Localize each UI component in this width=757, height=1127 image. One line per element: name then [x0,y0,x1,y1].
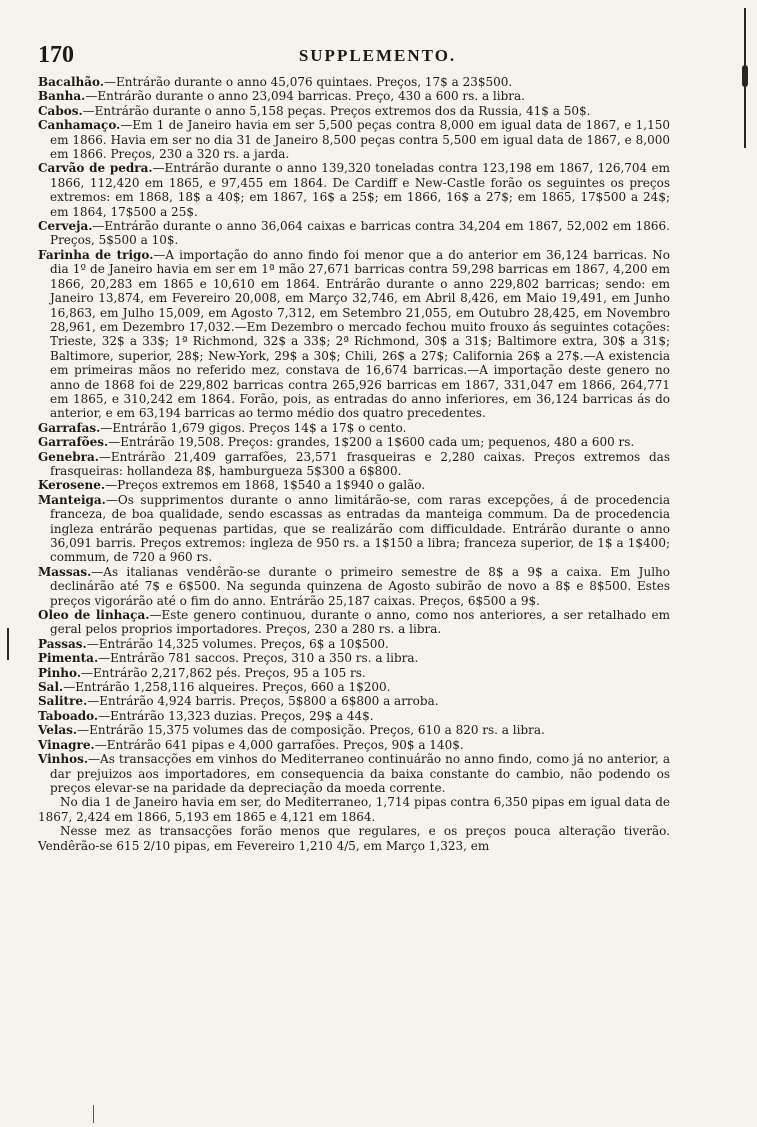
commodity-text: —As italianas vendêrão-se durante o primeiro semestre de 8$ a 9$ a caixa. Em Julho declinárão até 7$ e 6$500. Na segunda quinzena de Agosto subirão de novo a 8$ e 8$500. Estes preços vigorárão até o fim do anno. Entrárão 25,187 caixas. Preços, 6$500 a 9$. [50,564,670,608]
commodity-entry [38,421,670,435]
commodity-term: Velas. [38,723,78,738]
commodity-entry [38,478,670,492]
commodity-term: Genebra. [38,449,99,464]
commodity-entry [38,565,670,608]
commodity-term: Oleo de linhaça. [38,608,150,623]
commodity-term: Salitre. [38,694,88,709]
commodity-text: —Entrárão 13,323 duzias. Preços, 29$ a 44$. [98,708,374,723]
commodity-text: —A importação do anno findo foi menor que a do anterior em 36,124 barricas. No dia 1º de Janeiro havia em ser em 1ª mão 27,671 barricas contra 59,298 barricas em 1867, 4,200 em 1866, 20,283 em 1865 e 10,610 em 1864. Entrárão durante o anno 229,802 barricas; sendo: em Janeiro 13,874, em Fevereiro 20,008, em Março 32,746, em Abril 8,426, em Maio 19,491, em Junho 16,863, em Julho 15,009, em Agosto 7,312, em Setembro 21,055, em Outubro 28,425, em Novembro 28,961, em Dezembro 17,032.—Em Dezembro o mercado fechou muito frouxo ás seguintes cotações: Trieste, 32$ a 33$; 1ª Richmond, 32$ a 33$; 2ª Richmond, 30$ a 31$; Baltimore extra, 30$ a 31$; Baltimore, superior, 28$; New-York, 29$ a 30$; Chili, 26$ a 27$; California 26$ a 27$.—A existencia em primeiras mãos no referido mez, constava de 16,674 barricas.—A importação deste genero no anno de 1868 foi de 229,802 barricas contra 265,926 barricas em 1867, 331,047 em 1866, 264,771 em 1865, e 310,242 em 1864. Forão, pois, as entradas do anno inferiores, em 36,124 barricas ás do anterior, e em 63,194 barricas ao termo médio dos quatro precedentes. [50,247,670,421]
commodity-term: Carvão de pedra. [38,161,153,176]
running-head: SUPPLEMENTO. [298,46,457,65]
commodity-term: Pinho. [38,665,82,680]
commodity-term: Garrafões. [38,435,109,450]
commodity-term: Kerosene. [38,478,106,493]
commodity-entry [38,637,670,651]
commodity-term: Farinha de trigo. [38,247,154,262]
commodity-entry [38,493,670,565]
commodity-term: Vinhos. [38,752,89,767]
commodity-entry [38,118,670,161]
commodity-text: —Entrárão 781 saccos. Preços, 310 a 350 rs. a libra. [98,651,419,666]
commodity-text: —Entrárão durante o anno 139,320 toneladas contra 123,198 em 1867, 126,704 em 1866, 112,420 em 1865, e 97,455 em 1864. De Cardiff e New-Castle forão os seguintes os preços extremos: em 1868, 18$ a 40$; em 1867, 16$ a 25$; em 1866, 16$ a 27$; em 1865, 17$500 a 24$; em 1864, 17$500 a 25$. [50,161,670,219]
commodity-term: Canhamaço. [38,118,121,133]
body-paragraph: No dia 1 de Janeiro havia em ser, do Mediterraneo, 1,714 pipas contra 6,350 pipas em igual data de 1867, 2,424 em 1866, 5,193 em 1865 e 4,121 em 1864. [38,795,670,824]
commodity-entry [38,651,670,665]
margin-mark [7,628,9,660]
commodity-text: —Entrárão 1,679 gigos. Preços 14$ a 17$ o cento. [100,420,407,435]
wine-paragraphs [38,795,670,853]
commodity-entry [38,450,670,479]
commodity-text: —Os supprimentos durante o anno limitárão-se, com raras excepções, á de procedencia franceza, de boa qualidade, sendo escassas as entradas da manteiga commum. Da de procedencia ingleza entrárão pequenas partidas, que se realizárão com difficuldade. Entrárão durante o anno 36,091 barris. Preços extremos: ingleza de 950 rs. a 1$150 a libra; franceza superior, de 1$ a 1$400; commum, de 720 a 960 rs. [50,492,670,565]
scan-bottom-mark [93,1105,94,1123]
commodity-term: Passas. [38,636,87,651]
commodity-term: Taboado. [38,708,99,723]
commodity-text: —Entrárão 21,409 garrafões, 23,571 frasqueiras e 2,280 caixas. Preços extremos das frasqueiras: hollandeza 8$, hamburgueza 5$300 a 6$800. [50,449,670,478]
commodity-text: —Este genero continuou, durante o anno, como nos anteriores, a ser retalhado em geral pelos proprios importadores. Preços, 230 a 280 rs. a libra. [50,608,670,637]
page-number: 170 [38,42,74,68]
commodity-entry [38,608,670,637]
commodity-entry [38,104,670,118]
commodity-entry [38,694,670,708]
commodity-entry [38,435,670,449]
commodity-text: —Entrárão 641 pipas e 4,000 garrafões. Preços, 90$ a 140$. [94,737,464,752]
commodity-text: —Entrárão 1,258,116 alqueires. Preços, 660 a 1$200. [63,680,391,695]
commodity-text: —Entrárão 2,217,862 pés. Preços, 95 a 105 rs. [81,665,366,680]
commodity-entry [38,75,670,89]
scan-edge-blot [742,65,748,87]
commodity-term: Pimenta. [38,651,99,666]
commodity-term: Sal. [38,680,64,695]
commodity-text: —Entrárão durante o anno 5,158 peças. Preços extremos dos da Russia, 41$ a 50$. [82,103,591,118]
commodity-text: —Entrárão 15,375 volumes das de composição. Preços, 610 a 820 rs. a libra. [77,723,545,738]
commodity-entry [38,89,670,103]
page-body [38,75,670,853]
body-paragraph: Nesse mez as transacções forão menos que regulares, e os preços pouca alteração tiverão. Vendêrão-se 615 2/10 pipas, em Fevereiro 1,210 4/5, em Março 1,323, em [38,824,670,853]
commodity-list [38,75,670,795]
commodity-text: —Entrárão durante o anno 36,064 caixas e barricas contra 34,204 em 1867, 52,002 em 1866. Preços, 5$500 a 10$. [50,219,670,248]
commodity-entry [38,666,670,680]
commodity-term: Cerveja. [38,219,93,234]
commodity-term: Massas. [38,564,92,579]
commodity-entry [38,752,670,795]
commodity-term: Bacalhão. [38,75,105,89]
commodity-text: —Em 1 de Janeiro havia em ser 5,500 peças contra 8,000 em igual data de 1867, e 1,150 em 1866. Havia em ser no dia 31 de Janeiro 8,500 peças contra 5,500 em igual data de 1867, e 8,000 em 1866. Preços, 230 a 320 rs. a jarda. [50,118,670,162]
commodity-term: Cabos. [38,103,83,118]
commodity-entry [38,219,670,248]
commodity-entry [38,248,670,421]
page-header [38,42,717,72]
commodity-entry [38,709,670,723]
commodity-term: Manteiga. [38,492,106,507]
commodity-text: —Entrárão 19,508. Preços: grandes, 1$200 a 1$600 cada um; pequenos, 480 a 600 rs. [108,435,635,450]
commodity-text: —Entrárão durante o anno 23,094 barricas. Preço, 430 a 600 rs. a libra. [85,89,525,104]
commodity-term: Garrafas. [38,420,101,435]
commodity-text: —Entrárão 4,924 barris. Preços, 5$800 a 6$800 a arroba. [87,694,439,709]
commodity-entry [38,738,670,752]
commodity-text: —Entrárão 14,325 volumes. Preços, 6$ a 10$500. [86,636,389,651]
commodity-entry [38,161,670,219]
commodity-text: —Entrárão durante o anno 45,076 quintaes. Preços, 17$ a 23$500. [104,75,513,89]
commodity-term: Vinagre. [38,737,95,752]
commodity-term: Banha. [38,89,86,104]
commodity-entry [38,680,670,694]
commodity-entry [38,723,670,737]
commodity-text: —Preços extremos em 1868, 1$540 a 1$940 o galão. [105,478,426,493]
commodity-text: —As transacções em vinhos do Mediterraneo continuárão no anno findo, como já no anterior, a dar prejuizos aos importadores, em consequencia da baixa constante do cambio, não podendo os preços elevar-se na paridade da depreciação da moeda corrente. [50,752,670,795]
